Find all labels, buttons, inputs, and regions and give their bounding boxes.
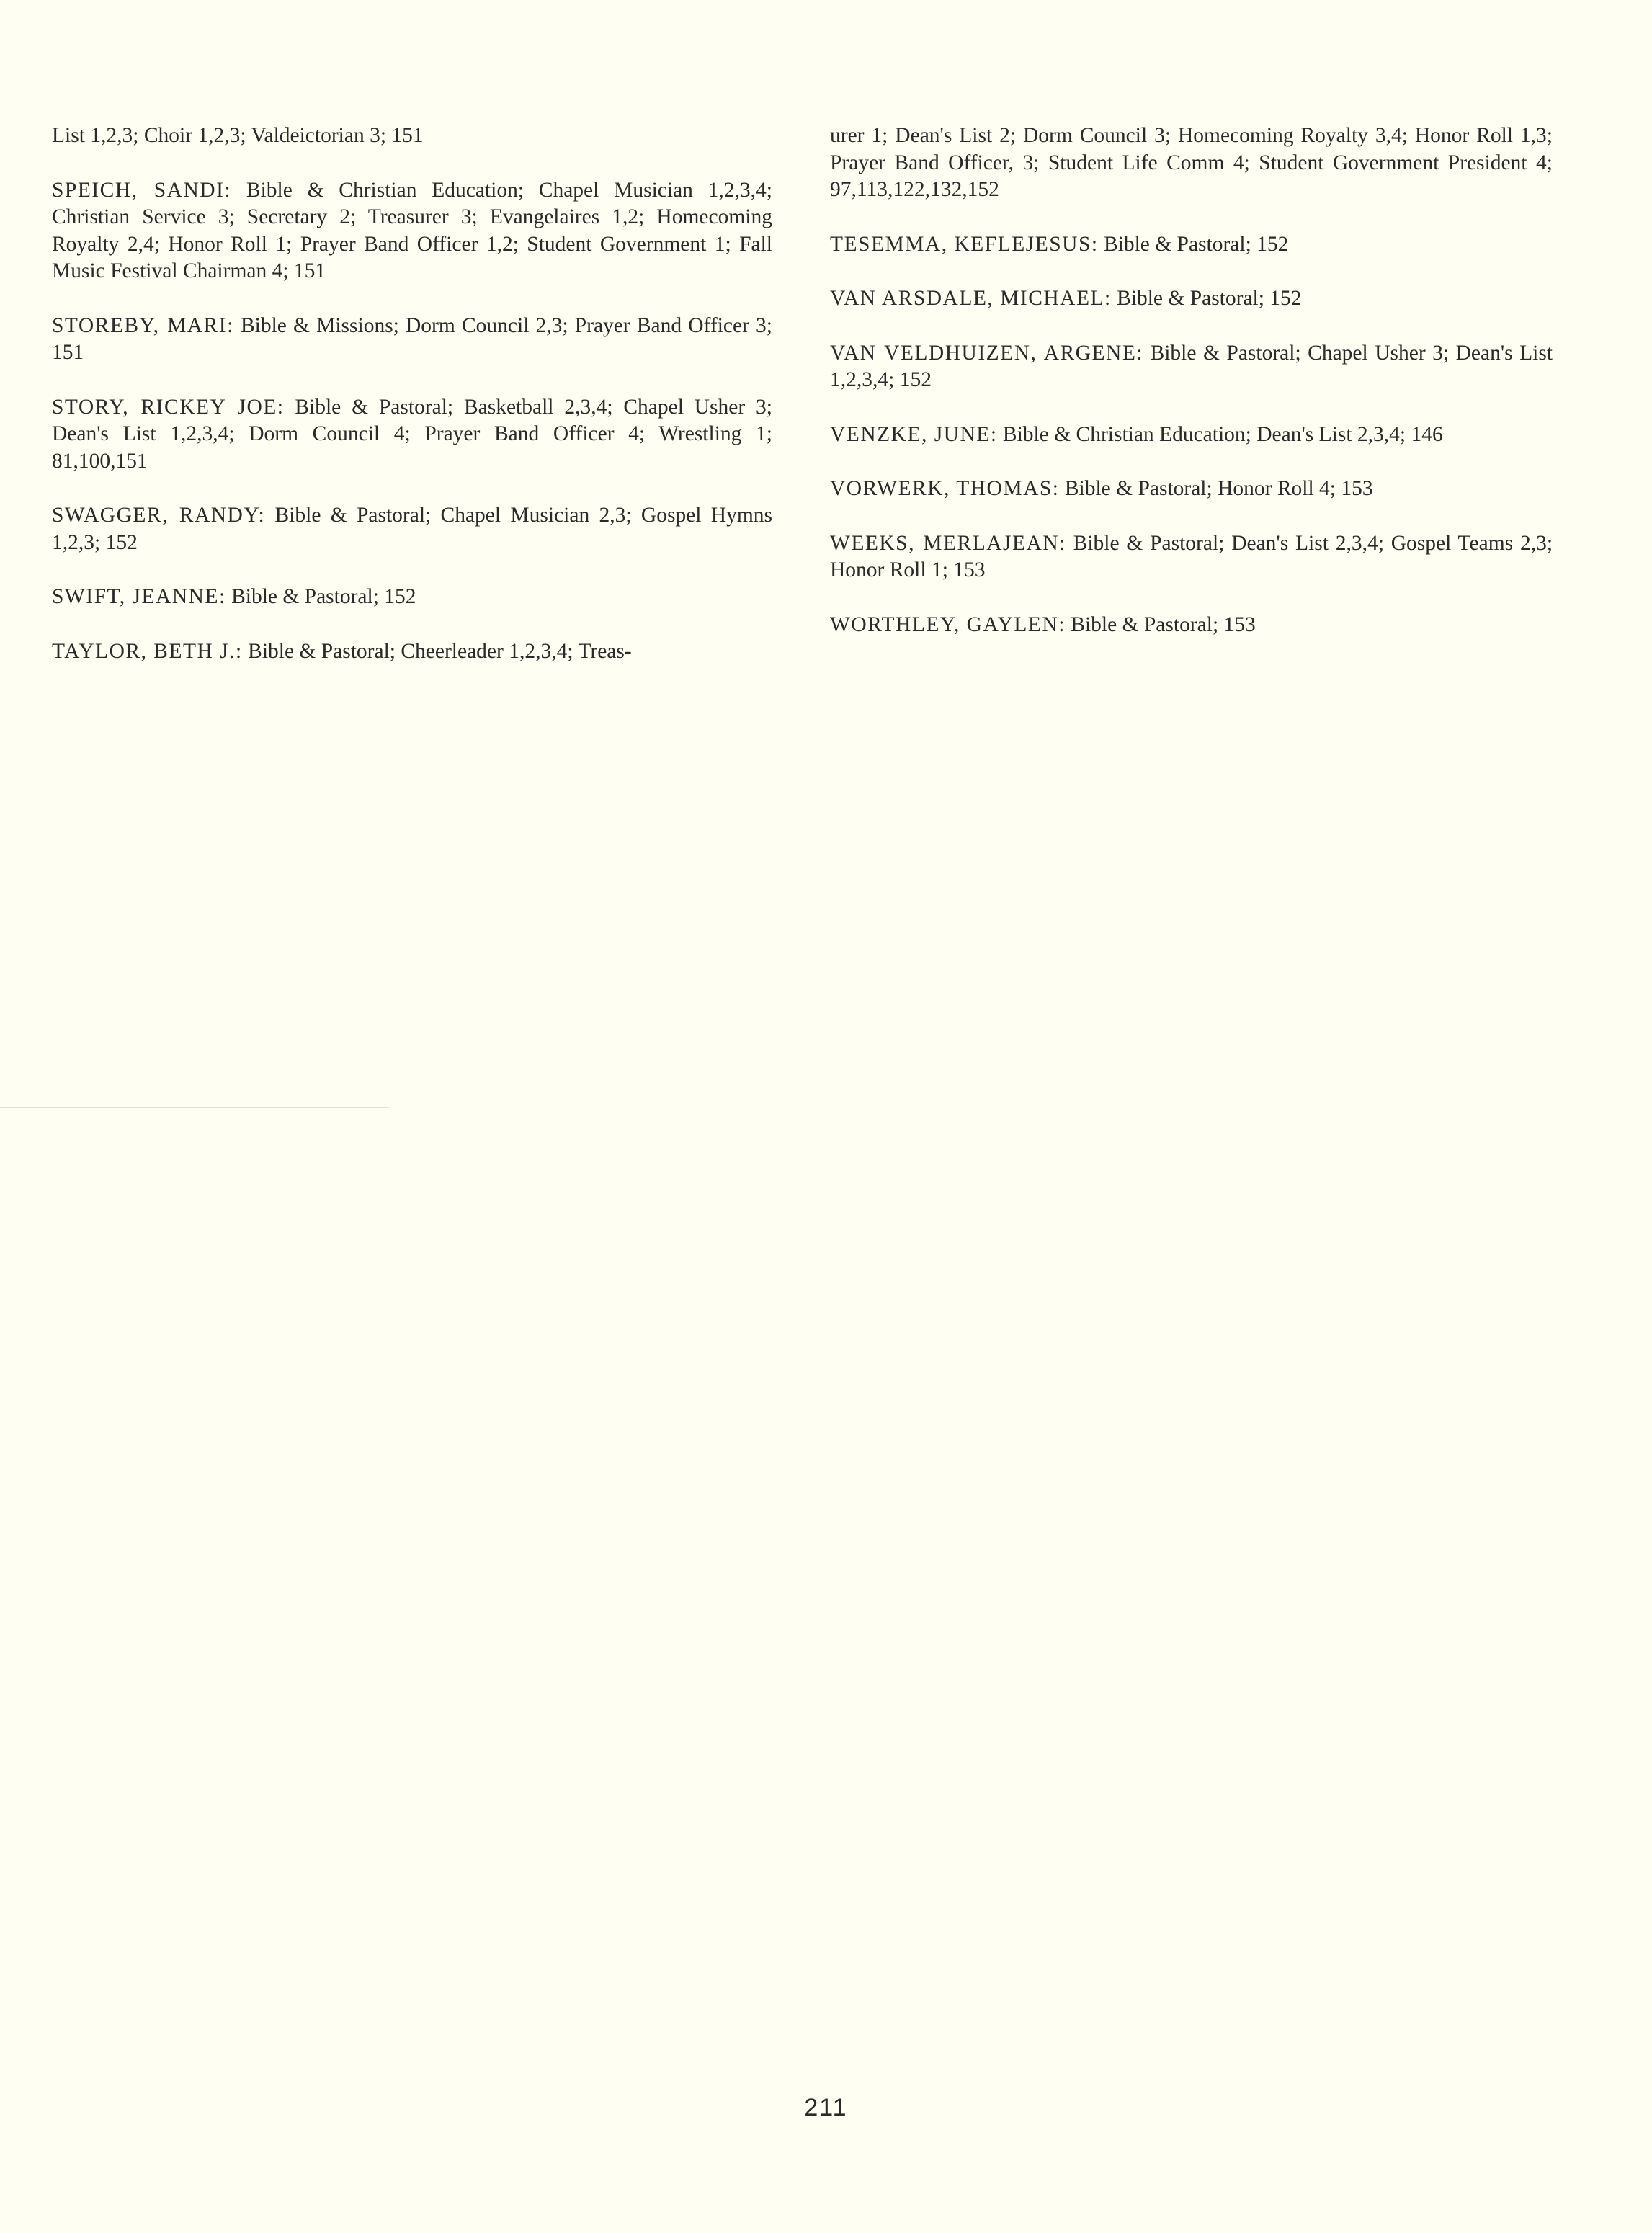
entry-details: Bible & Pastoral; 152: [1117, 287, 1302, 310]
entry-details: Bible & Pastoral; 153: [1071, 612, 1256, 636]
entry-name: SPEICH, SANDI:: [52, 178, 232, 202]
entry: [52, 122, 772, 150]
entry: [52, 177, 772, 285]
entry-details: Bible & Christian Education; Dean's List 2,3,4; 146: [1002, 422, 1443, 446]
entry-details: Bible & Pastoral; Chapel Musician 2,3; Gospel Hymns 1,2,3; 152: [52, 504, 773, 554]
entry: [52, 638, 772, 666]
entry-details: Bible & Pastoral; Dean's List 2,3,4; Gospel Teams 2,3; Honor Roll 1; 153: [830, 531, 1553, 581]
entry: [830, 285, 1553, 313]
entry-name: STOREBY, MARI:: [52, 313, 234, 337]
entry: [52, 584, 772, 611]
entry: [52, 394, 772, 476]
entry-name: STORY, RICKEY JOE:: [52, 395, 285, 419]
entry: [830, 422, 1553, 449]
entry-name: VENZKE, JUNE:: [830, 422, 998, 446]
entry: [830, 340, 1553, 394]
entry-name: VAN VELDHUIZEN, ARGENE:: [830, 341, 1144, 365]
entry-details: Bible & Pastoral; 152: [231, 585, 416, 608]
entry-name: TAYLOR, BETH J.:: [52, 639, 243, 663]
entry: [830, 122, 1553, 204]
entry: [830, 231, 1553, 259]
left-column: [52, 122, 772, 692]
entry-name: SWIFT, JEANNE:: [52, 585, 226, 608]
entry: [830, 530, 1553, 584]
entry-details: urer 1; Dean's List 2; Dorm Council 3; Homecoming Royalty 3,4; Honor Roll 1,3; Prayer Band Officer, 3; Student Life Comm 4; Student Government President 4; 97,113,122,132,152: [830, 124, 1553, 201]
page-number: 211: [804, 2094, 848, 2121]
right-column: [830, 122, 1553, 666]
entry-name: WORTHLEY, GAYLEN:: [830, 612, 1066, 636]
entry-name: TESEMMA, KEFLEJESUS:: [830, 232, 1099, 256]
entry: [830, 612, 1553, 639]
entry: [52, 313, 772, 367]
entry-details: Bible & Christian Education; Chapel Musician 1,2,3,4; Christian Service 3; Secretary 2; Treasurer 3; Evangelaires 1,2; Homecoming Royalty 2,4; Honor Roll 1; Prayer Band Officer 1,2; Student Government 1; Fall Music Festival Chairman 4; 151: [52, 178, 772, 282]
entry-name: SWAGGER, RANDY:: [52, 504, 266, 527]
entry-details: List 1,2,3; Choir 1,2,3; Valdeictorian 3; 151: [52, 124, 424, 147]
entry-details: Bible & Missions; Dorm Council 2,3; Prayer Band Officer 3; 151: [52, 313, 772, 364]
entry-details: Bible & Pastoral; 152: [1103, 232, 1289, 256]
entry-name: VORWERK, THOMAS:: [830, 477, 1060, 500]
faint-rule: [0, 1107, 389, 1108]
entry: [52, 502, 772, 556]
entry-details: Bible & Pastoral; Chapel Usher 3; Dean's List 1,2,3,4; 152: [830, 341, 1553, 391]
entry-details: Bible & Pastoral; Cheerleader 1,2,3,4; Treas-: [248, 639, 632, 663]
entry: [830, 476, 1553, 503]
entry-details: Bible & Pastoral; Basketball 2,3,4; Chapel Usher 3; Dean's List 1,2,3,4; Dorm Council 4; Prayer Band Officer 4; Wrestling 1; 81,100,151: [52, 395, 772, 473]
entry-name: VAN ARSDALE, MICHAEL:: [830, 287, 1112, 310]
entry-details: Bible & Pastoral; Honor Roll 4; 153: [1064, 477, 1373, 500]
entry-name: WEEKS, MERLAJEAN:: [830, 531, 1066, 555]
